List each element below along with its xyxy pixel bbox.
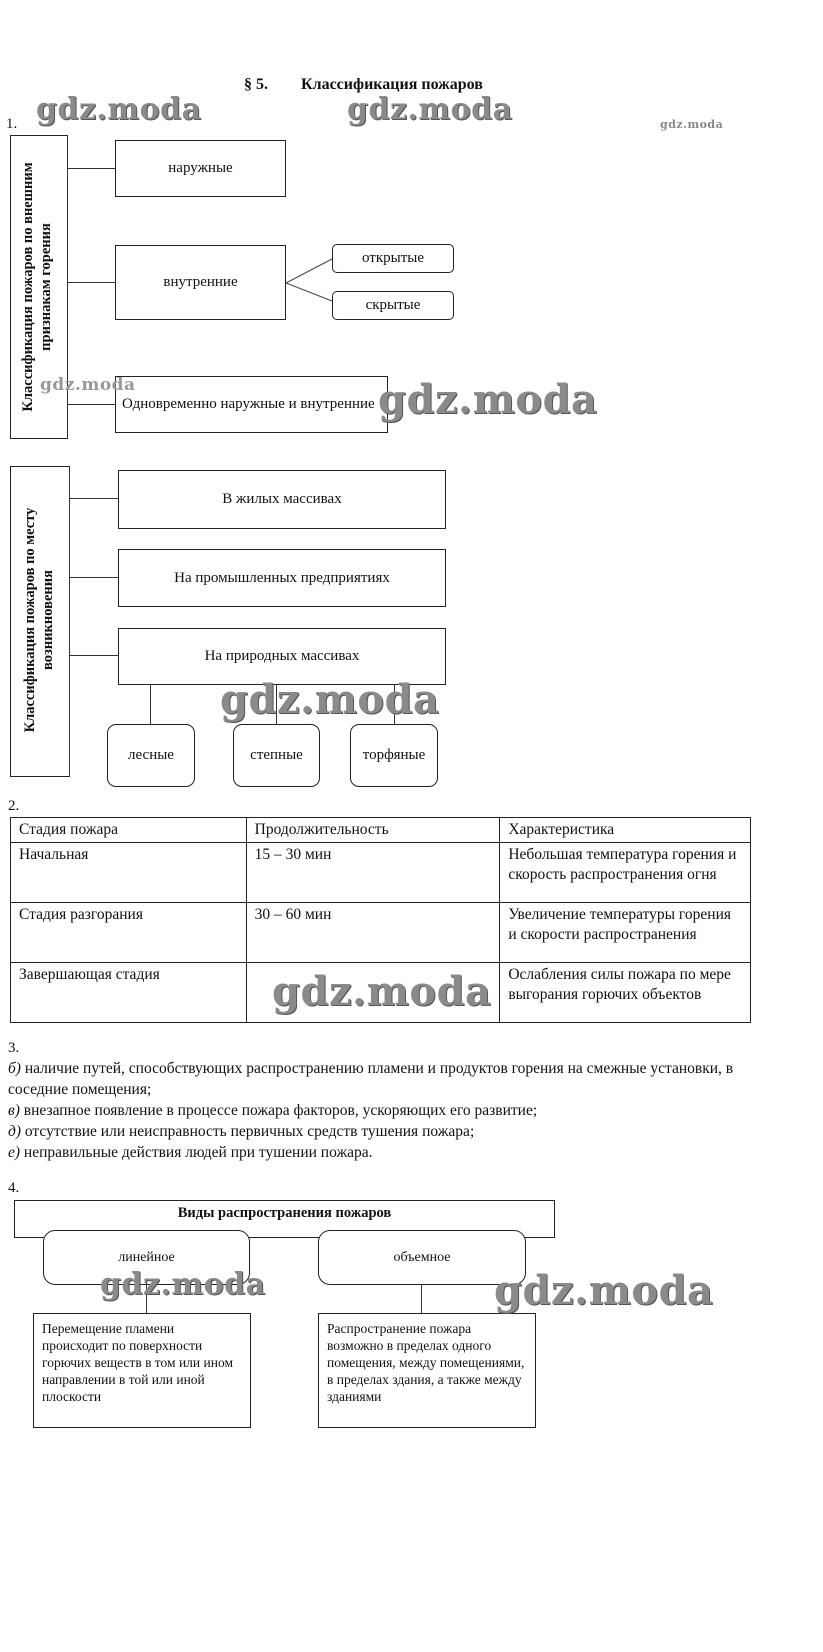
- table-cell: Небольшая температура горения и скорость распространения огня: [500, 843, 751, 903]
- task1-number: 1.: [6, 116, 18, 132]
- table-cell: Завершающая стадия: [11, 963, 247, 1023]
- place-item-industrial: На промышленных предприятиях: [118, 549, 446, 607]
- table-header-stage: Стадия пожара: [11, 818, 247, 843]
- place-item-residential: В жилых массивах: [118, 470, 446, 529]
- watermark: gdz.moda: [494, 1267, 714, 1314]
- watermark: gdz.moda: [660, 118, 724, 131]
- answer-item: в) внезапное появление в процессе пожара факторов, ускоряющих его развитие;: [8, 1102, 538, 1119]
- task4-number: 4.: [8, 1180, 20, 1196]
- natural-sub-forest: лесные: [107, 724, 195, 787]
- table-row: [11, 903, 751, 963]
- natural-sub-steppe: степные: [233, 724, 320, 787]
- task3-number: 3.: [8, 1040, 20, 1056]
- answer-item: д) отсутствие или неисправность первичных средств тушения пожара;: [8, 1123, 475, 1140]
- classification-sub-hidden: скрытые: [332, 291, 454, 320]
- table-row: [11, 843, 751, 903]
- place-item-natural: На природных массивах: [118, 628, 446, 685]
- table-cell: Стадия разгорания: [11, 903, 247, 963]
- answer-item: е) неправильные действия людей при тушении пожара.: [8, 1144, 373, 1161]
- spread-description-volume: Распространение пожара возможно в пределах одного помещения, между помещениями, в пределах здания, а также между зданиями: [318, 1313, 536, 1428]
- spread-type-volume: объемное: [318, 1230, 526, 1285]
- section-number: § 5.: [244, 76, 268, 93]
- task2-number: 2.: [8, 798, 20, 814]
- watermark: gdz.moda: [347, 92, 513, 127]
- group1-label: Классификация пожаров по внешним признакам горения: [20, 162, 54, 412]
- watermark: gdz.moda: [100, 1267, 266, 1302]
- branch-connector: [286, 255, 334, 305]
- table-header-characteristic: Характеристика: [500, 818, 751, 843]
- classification-sub-open: открытые: [332, 244, 454, 273]
- table-cell: 15 – 30 мин: [246, 843, 500, 903]
- spread-title-box: Виды распространения пожаров: [14, 1200, 555, 1238]
- watermark: gdz.moda: [378, 376, 598, 423]
- spread-type-linear: линейное: [43, 1230, 250, 1285]
- table-cell: Ослабления силы пожара по мере выгорания горючих объектов: [500, 963, 751, 1023]
- table-header-row: [11, 818, 751, 843]
- watermark: gdz.moda: [40, 375, 136, 395]
- classification-item-internal: внутренние: [115, 245, 286, 320]
- group2-label: Классификация пожаров по месту возникновения: [22, 507, 56, 733]
- table-cell: Увеличение температуры горения и скорости распространения: [500, 903, 751, 963]
- natural-sub-peat: торфяные: [350, 724, 438, 787]
- watermark: gdz.moda: [220, 676, 440, 723]
- watermark: gdz.moda: [36, 92, 202, 127]
- page-title: Классификация пожаров: [301, 76, 483, 93]
- spread-description-linear: Перемещение пламени происходит по поверхности горючих веществ в том или ином направлении в той или иной плоскости: [33, 1313, 251, 1428]
- answer-list: [8, 1058, 748, 1163]
- classification-item-both: Одновременно наружные и внутренние: [115, 376, 388, 433]
- table-header-duration: Продолжительность: [246, 818, 500, 843]
- answer-item: б) наличие путей, способствующих распространению пламени и продуктов горения на смежные установки, в соседние помещения;: [8, 1060, 734, 1098]
- watermark: gdz.moda: [272, 968, 492, 1015]
- classification-item-external: наружные: [115, 140, 286, 197]
- table-cell: 30 – 60 мин: [246, 903, 500, 963]
- table-cell: Начальная: [11, 843, 247, 903]
